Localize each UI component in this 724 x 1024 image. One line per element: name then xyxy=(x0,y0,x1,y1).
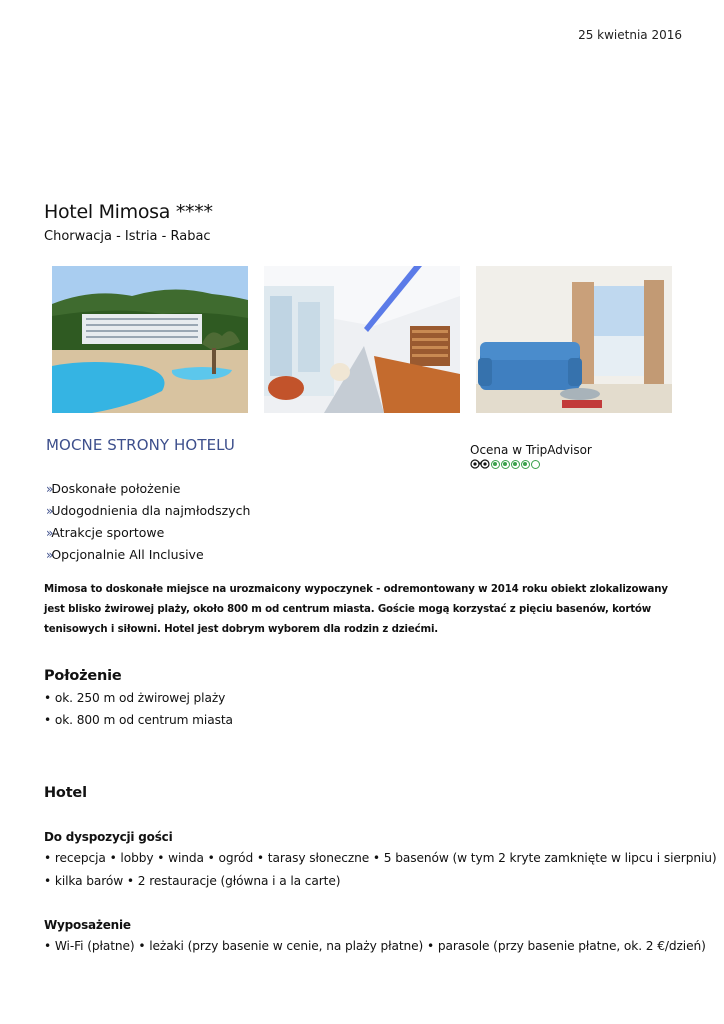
list-item: » Doskonałe położenie xyxy=(46,478,250,500)
tripadvisor-label: Ocena w TripAdvisor xyxy=(470,443,592,457)
photo-gallery xyxy=(52,266,672,413)
list-item: » Opcjonalnie All Inclusive xyxy=(46,544,250,566)
tripadvisor-rating xyxy=(470,443,592,469)
location-line: • ok. 800 m od centrum miasta xyxy=(44,713,233,727)
hotel-name: Hotel Mimosa **** xyxy=(44,201,213,223)
hotel-heading: Hotel xyxy=(44,785,87,801)
equipment-line: • Wi-Fi (płatne) • leżaki (przy basenie w cenie, na plaży płatne) • parasole (przy basenie płatne, ok. 2 €/dzień) xyxy=(44,939,706,953)
document-date: 25 kwietnia 2016 xyxy=(578,28,682,42)
hotel-exterior-pool-photo xyxy=(52,266,248,413)
hotel-location: Chorwacja - Istria - Rabac xyxy=(44,229,211,244)
guests-line: • recepcja • lobby • winda • ogród • tarasy słoneczne • 5 basenów (w tym 2 kryte zamknięte w lipcu i sierpniu) xyxy=(44,851,717,865)
strengths-list xyxy=(46,478,250,566)
double-chevron-icon: » xyxy=(46,504,51,518)
tripadvisor-owl-icon xyxy=(470,459,490,469)
rating-dot-1 xyxy=(491,460,500,469)
strengths-title: MOCNE STRONY HOTELU xyxy=(46,436,235,454)
hotel-lobby-photo xyxy=(264,266,460,413)
rating-dot-5 xyxy=(531,460,540,469)
hotel-description: Mimosa to doskonałe miejsce na urozmaicony wypoczynek - odremontowany w 2014 roku obiekt zlokalizowany jest blisko żwirowej plaży, około 800 m od centrum miasta. Goście mogą korzystać z pięciu basenów, kortów tenisowych i siłowni. Hotel jest dobrym wyborem dla rodzin z dziećmi. xyxy=(44,584,668,635)
hotel-room-photo xyxy=(476,266,672,413)
location-line: • ok. 250 m od żwirowej plaży xyxy=(44,691,226,705)
equipment-heading: Wyposażenie xyxy=(44,918,131,932)
double-chevron-icon: » xyxy=(46,482,51,496)
list-item: » Udogodnienia dla najmłodszych xyxy=(46,500,250,522)
tripadvisor-dots xyxy=(470,459,592,469)
location-heading: Położenie xyxy=(44,668,122,684)
double-chevron-icon: » xyxy=(46,526,51,540)
list-item: » Atrakcje sportowe xyxy=(46,522,250,544)
rating-dot-3 xyxy=(511,460,520,469)
guests-heading: Do dyspozycji gości xyxy=(44,830,173,844)
rating-dot-4 xyxy=(521,460,530,469)
rating-dot-2 xyxy=(501,460,510,469)
double-chevron-icon: » xyxy=(46,548,51,562)
guests-line: • kilka barów • 2 restauracje (główna i a la carte) xyxy=(44,874,341,888)
